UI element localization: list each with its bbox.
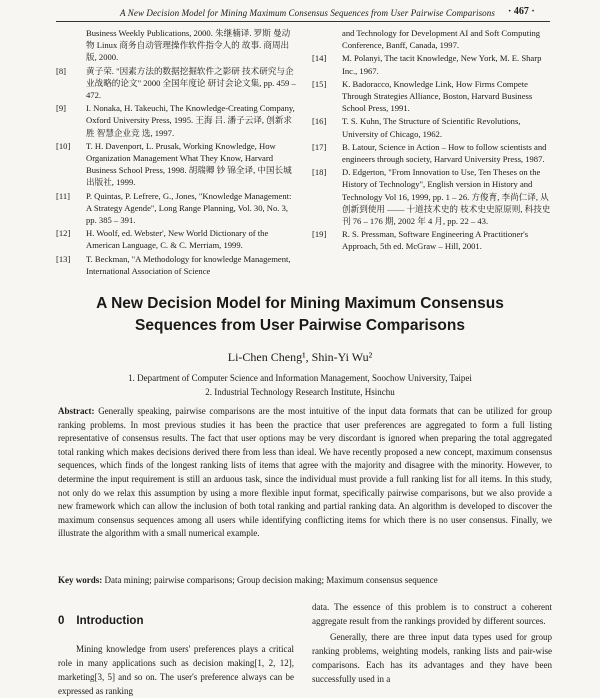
- paper-title-line-2: Sequences from User Pairwise Comparisons: [135, 317, 465, 334]
- reference-text: M. Polanyi, The tacit Knowledge, New York, M. E. Sharp Inc., 1967.: [342, 53, 542, 76]
- running-title: A New Decision Model for Mining Maximum Consensus Sequences from User Pairwise Comparisons: [120, 8, 495, 18]
- reference-text: I. Nonaka, H. Takeuchi, The Knowledge-Creating Company, Oxford University Press, 1995. 王海 吕. 潘子云译, 创新求胜 智慧企业竞 选, 1997.: [86, 103, 295, 138]
- intro-paragraph-2: Generally, there are three input data types used for group ranking problems, weighting models, ranking lists and pair-wise comparisons. Each has its advantages and they have been successfully used in a: [312, 632, 552, 684]
- reference-number: [11]: [56, 190, 70, 201]
- reference-text: K. Badoracco, Knowledge Link, How Firms Compete Through Strategies Alliance, Boston, Harvard Business School Press, 1991.: [342, 78, 533, 114]
- reference-entry: [56, 102, 298, 139]
- affiliations: [0, 371, 600, 399]
- reference-number: [18]: [312, 167, 327, 178]
- reference-entry: [56, 65, 298, 102]
- reference-text: and Technology for Development AI and Soft Computing Conference, Banff, Canada, 1997.: [342, 28, 541, 51]
- reference-text: H. Woolf, ed. Webster', New World Dictionary of the American Language, C. & C. Merriam, 1999.: [86, 228, 269, 251]
- reference-text: B. Latour, Science in Action – How to follow scientists and engineers through society, Harvard University Press, 1987.: [342, 141, 547, 165]
- reference-text: T. H. Davenport, L. Prusak, Working Knowledge, How Organization Management What They Know, Harvard Business School Press, 1998. 胡瑞卿 钞 锦全译, 中国长城出版社, 1999.: [86, 140, 292, 188]
- reference-text: P. Quintas, P. Lefrere, G., Jones, "Knowledge Management: A Strategy Agende", Long Range Planning, Vol. 30, No. 3, pp. 385 – 391.: [86, 190, 292, 226]
- running-header: [0, 0, 600, 22]
- reference-number: [13]: [56, 253, 71, 264]
- reference-number: [17]: [312, 141, 327, 152]
- reference-entry: [56, 190, 298, 227]
- reference-entry: [56, 140, 298, 189]
- reference-text: 黄子荣. "因素方法的数据挖掘软件之影研 技术研究与企业战略的论文" 2000 全国年度论 研讨会论文集, pp. 459 – 472.: [86, 65, 296, 101]
- body-left-column: [58, 615, 294, 698]
- page-number: · 467 ·: [508, 6, 535, 17]
- header-divider: [56, 21, 550, 22]
- author-list: Li-Chen Cheng¹, Shin-Yi Wu²: [227, 350, 373, 364]
- reference-entry: [56, 253, 298, 277]
- keywords-label: Key words:: [58, 575, 103, 585]
- reference-text: T. S. Kuhn, The Structure of Scientific Revolutions, University of Chicago, 1962.: [342, 116, 521, 139]
- keywords: [58, 574, 552, 587]
- reference-entry: [312, 52, 552, 76]
- reference-number: [12]: [56, 228, 71, 239]
- abstract: [58, 405, 552, 541]
- reference-entry: [312, 78, 552, 115]
- reference-entry: [56, 227, 298, 251]
- abstract-text: Generally speaking, pairwise comparisons are the most intuitive of the input data formats that can be utilized for group ranking problems. In most previous studies it has been the practice that user preferences are aggregated to form a full listing representative of consensus results. The fact that user options may be very discordant is ignored when preparing the total aggregated total ranking which makes decisions derived there from less than ideal. We have recently proposed a new concept, maximum consensus sequences, which finds of the longest ranking lists of items that agree with the majority and disagree with the minority. However, to determine the input requirement is still an arduous task, since the individual must provide a full ranking list for all items. In this study, not only do we relax this assumption by using a more flexible input format, specifically pairwise comparisons, but we also provide a new framework which can allow the inclusion of both total ranking and partial ranking data. An algorithm is developed to discover the maximum consensus sequences among all users while identifying conflicting items for which there is no user consensus. Finally, we illustrate the algorithm with a small numerical example.: [58, 406, 553, 539]
- section-number: 0: [58, 615, 65, 627]
- reference-entry: [312, 115, 552, 139]
- reference-number: [9]: [56, 103, 67, 114]
- reference-number: [19]: [312, 229, 327, 240]
- reference-entry: [312, 228, 552, 252]
- reference-entry: [312, 166, 552, 227]
- references-left-column: [56, 27, 298, 278]
- abstract-label: Abstract:: [58, 406, 95, 416]
- reference-entry: [312, 27, 552, 51]
- paper-title: [0, 293, 600, 337]
- reference-text: R. S. Pressman, Software Engineering A Practitioner's Approach, 5th ed. McGraw – Hill, 2001.: [342, 229, 529, 252]
- intro-paragraph-1: Mining knowledge from users' preferences plays a critical role in many applications such as decision making[1, 2, 12], marketing[3, 5] and so on. The user's preference always can be expressed as ranking: [58, 644, 294, 696]
- reference-text: D. Edgerton, "From Innovation to Use, Ten Theses on the History of Technology", English version in History and Technology Vol 16, 1999, pp. 1 – 26. 方俊育, 李尚仁译, 从创新到使用 —— 十道技术史的 枝术史史原原则, 科技史刊 76 – 176 期, 2002 年 4 月, pp. 22 – 43.: [342, 167, 551, 227]
- reference-entry: [312, 141, 552, 165]
- reference-entry: [56, 27, 298, 64]
- reference-number: [15]: [312, 78, 327, 89]
- reference-text: Business Weekly Publications, 2000. 朱继楠译. 罗斯 曼动物 Linux 商务自动管理操作软件指令人的 故事. 商周出版, 2000.: [86, 28, 291, 63]
- section-title: Introduction: [76, 615, 144, 627]
- reference-number: [16]: [312, 116, 327, 127]
- reference-number: [8]: [56, 65, 67, 76]
- affiliation-2: 2. Industrial Technology Research Institute, Hsinchu: [205, 387, 395, 397]
- intro-paragraph-1-continued: data. The essence of this problem is to construct a coherent aggregate result from the rankings provided by different sources.: [312, 602, 552, 626]
- reference-text: T. Beckman, "A Methodology for knowledge Management, International Association of Science: [86, 253, 291, 276]
- keywords-text: Data mining; pairwise comparisons; Group decision making; Maximum consensus sequence: [104, 575, 438, 585]
- body-right-column: [312, 600, 552, 686]
- section-heading-introduction: [58, 615, 294, 627]
- reference-number: [14]: [312, 53, 327, 64]
- reference-number: [10]: [56, 140, 71, 151]
- references-right-column: [312, 27, 552, 254]
- affiliation-1: 1. Department of Computer Science and Information Management, Soochow University, Taipei: [128, 373, 472, 383]
- paper-title-line-1: A New Decision Model for Mining Maximum Consensus: [96, 295, 504, 312]
